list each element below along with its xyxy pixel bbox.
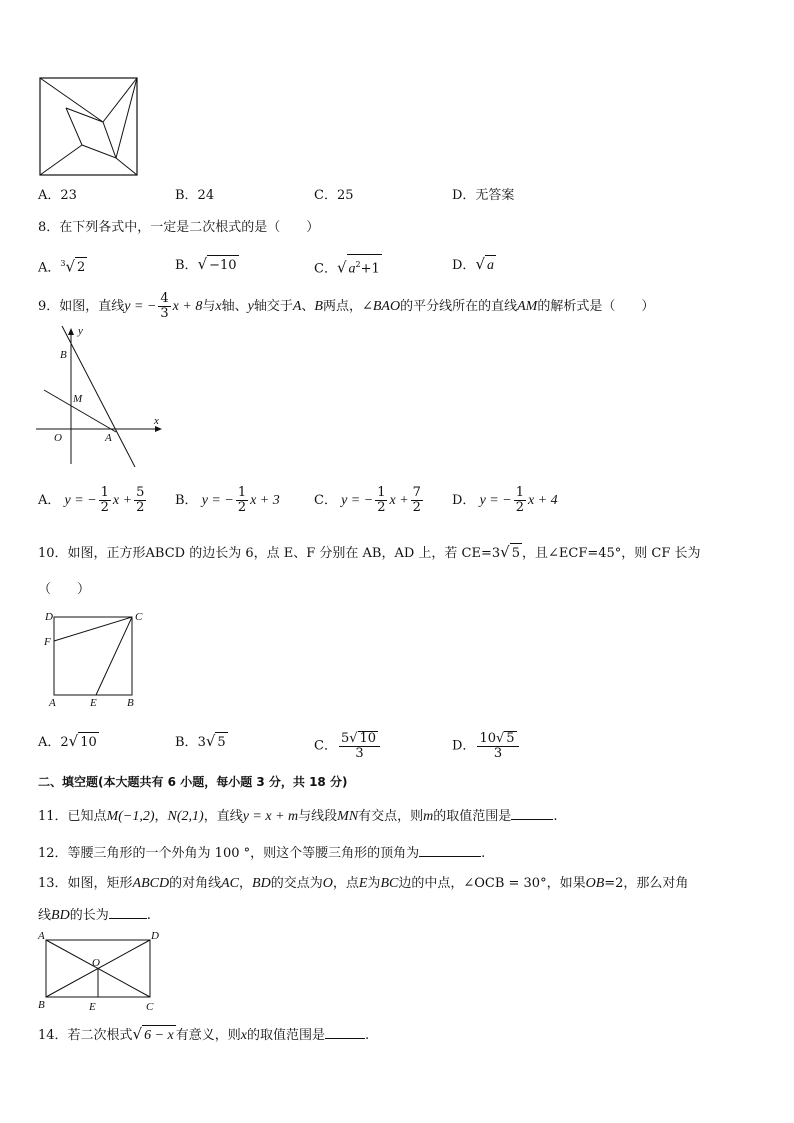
q10-label-d: D (45, 611, 53, 623)
q9-option-d: D． y = − $\frac{1}{2}$ x + 4 (452, 485, 558, 515)
q10-stem-line2: （ ） (38, 582, 91, 597)
q11-answer-blank[interactable] (511, 805, 553, 820)
q8-option-d: D．√ a (452, 254, 496, 276)
q7-figure (38, 76, 140, 178)
q10-label-c: C (135, 611, 143, 623)
q12-answer-blank[interactable] (419, 842, 481, 857)
q13-label-c: C (146, 1001, 154, 1013)
q10-stem-line1: 10．如图，正方形ABCD 的边长为 6，点 E、F 分别在 AB，AD 上，若 CE=3√ 5 ，且∠ECF=45°，则 CF 长为 (38, 542, 701, 564)
q14-stem: 14．若二次根式√ 6 − x 有意义，则x的取值范围是 . (38, 1024, 369, 1046)
q8-option-c: C．√ $a^2+1$ (314, 254, 382, 279)
q13-stem-line2: 线BD的长为 . (38, 904, 151, 926)
q10-label-a: A (49, 697, 56, 709)
q9-option-b: B． y = − $\frac{1}{2}$ x + 3 (175, 485, 280, 515)
q9-figure (36, 322, 168, 470)
q13-figure (36, 928, 166, 1014)
q9-label-x: x (154, 415, 159, 427)
q10-label-b: B (127, 697, 134, 709)
q7-option-a: A．23 (38, 188, 77, 203)
q13-stem-line1: 13．如图，矩形ABCD的对角线AC，BD的交点为O，点E为BC边的中点，∠OCB = 30°，如果OB=2，那么对角 (38, 876, 689, 891)
q13-label-b: B (38, 999, 45, 1011)
q7-edge-3 (82, 78, 137, 158)
q13-label-d: D (151, 930, 159, 942)
q9-option-a: A． y = − $\frac{1}{2}$ x + $\frac{5}{2}$ (38, 485, 145, 515)
q13-answer-blank[interactable] (109, 904, 147, 919)
q7-outer-square (40, 78, 137, 175)
q10-figure (40, 608, 150, 710)
q9-y-arrow (68, 328, 74, 335)
q13-label-e: E (89, 1001, 96, 1013)
q10-label-e: E (90, 697, 97, 709)
q9-label-b: B (60, 349, 67, 361)
q13-label-o: O (92, 957, 100, 969)
q8-option-b: B．√ −10 (175, 254, 239, 276)
q13-label-a: A (38, 930, 45, 942)
q14-answer-blank[interactable] (325, 1024, 365, 1039)
q10-option-a: A．2√ 10 (38, 731, 99, 753)
q11-stem: 11．已知点M(−1,2)，N(2,1)，直线y = x + m与线段MN有交点，则m的取值范围是 . (38, 805, 557, 827)
q7-option-b: B．24 (175, 188, 215, 203)
q9-stem: 9．如图，直线y = − $\frac{4}{3}$ x + 8与x轴、y轴交于A、B两点，∠BAO的平分线所在的直线AM的解析式是（ ） (38, 291, 655, 321)
q10-line-cf (54, 617, 132, 641)
q9-option-c: C． y = − $\frac{1}{2}$ x + $\frac{7}{2}$ (314, 485, 421, 515)
q8-stem: 8．在下列各式中，一定是二次根式的是（ ） (38, 220, 320, 235)
q8-option-a: A．$^3$√ 2 (38, 254, 87, 278)
q7-top-triangle (40, 78, 137, 122)
section-2-heading: 二、填空题(本大题共有 6 小题，每小题 3 分，共 18 分) (38, 775, 348, 789)
q9-label-o: O (54, 432, 62, 444)
q10-option-d: D． $\frac{10√ 5}{3}$ (452, 731, 521, 761)
q10-line-ce (96, 617, 132, 695)
q7-edge-2 (40, 108, 82, 175)
q7-option-d: D．无答案 (452, 188, 515, 203)
q9-label-y: y (78, 325, 83, 337)
q12-stem: 12．等腰三角形的一个外角为 100 °，则这个等腰三角形的顶角为 . (38, 842, 485, 864)
q10-option-b: B．3√ 5 (175, 731, 228, 753)
q10-label-f: F (44, 636, 51, 648)
q7-edge-4 (103, 122, 137, 175)
q9-label-a: A (105, 432, 112, 444)
q7-option-c: C．25 (314, 188, 354, 203)
q9-label-m: M (73, 393, 83, 405)
q10-option-c: C． $\frac{5√ 10}{3}$ (314, 731, 382, 761)
